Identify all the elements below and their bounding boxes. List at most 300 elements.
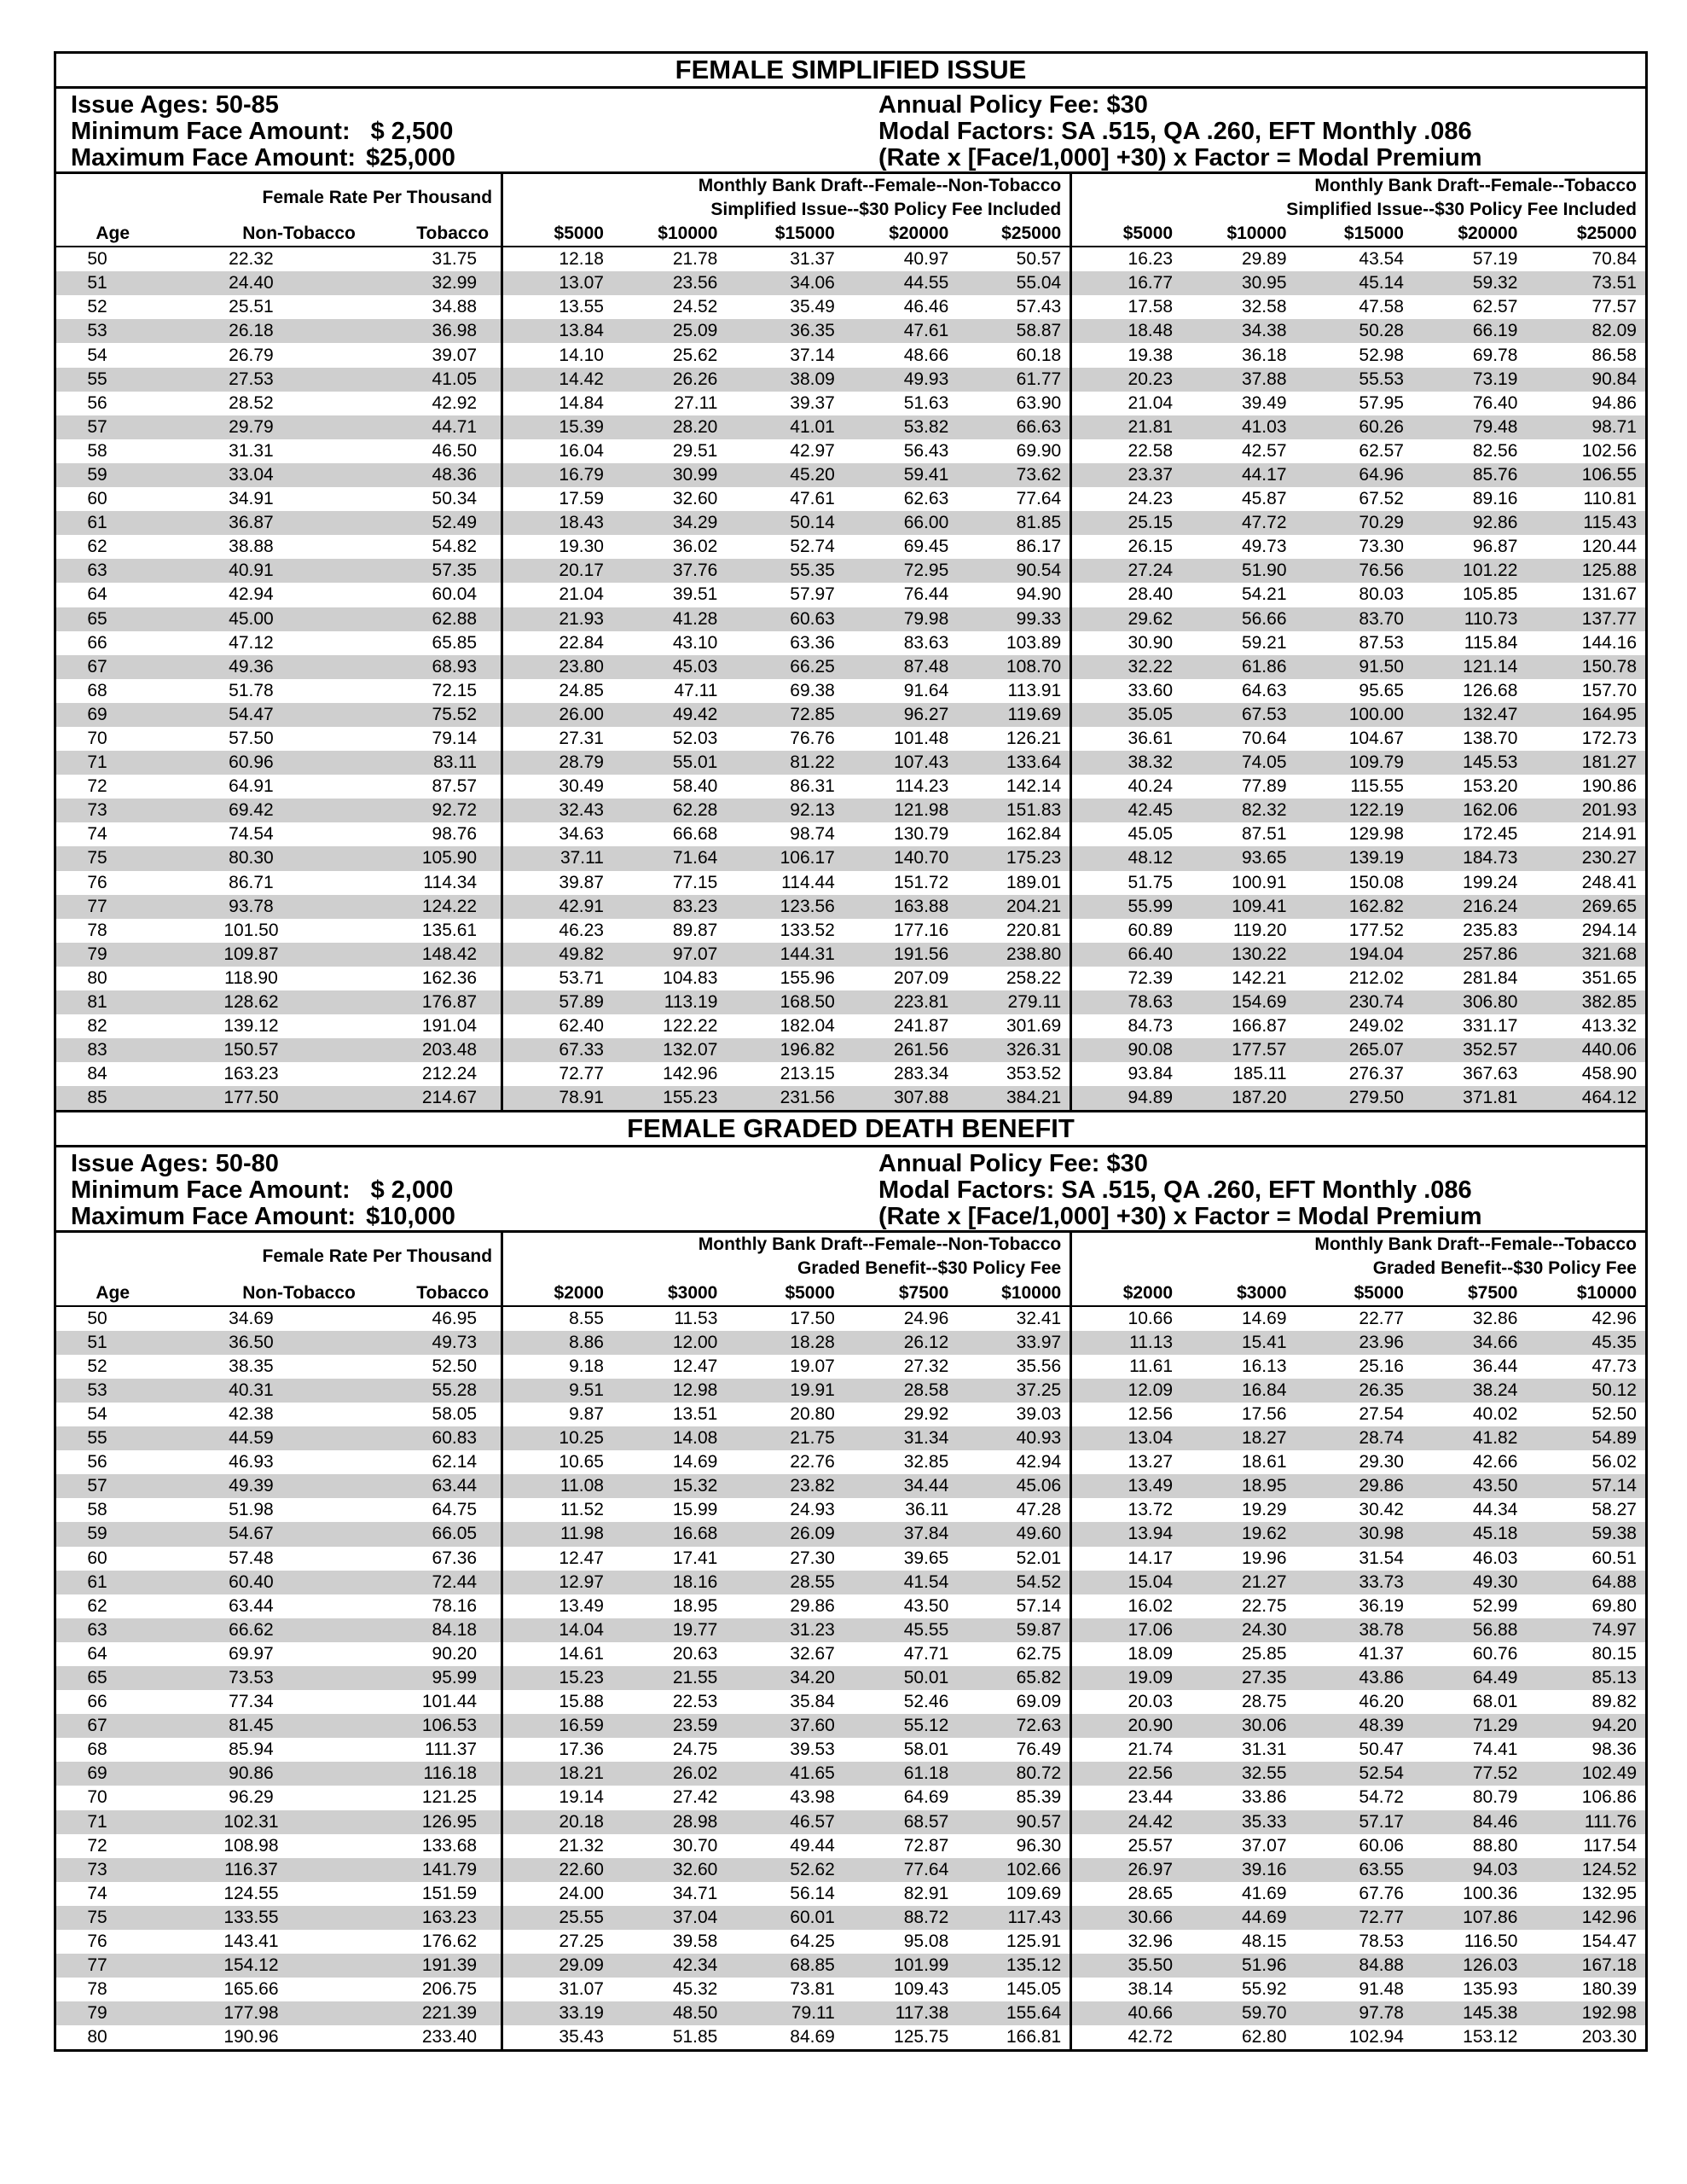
table-cell: 47.72: [1181, 511, 1295, 535]
rate-per-thousand-header: Female Rate Per Thousand: [262, 188, 493, 207]
table-cell: 230.74: [1296, 990, 1412, 1014]
table-cell: 24.75: [672, 1740, 718, 1760]
table-cell: 130.79: [894, 824, 949, 845]
table-cell: 27.25: [502, 1930, 612, 1954]
table-cell: 98.71: [1526, 415, 1645, 439]
table-cell: 142.14: [1006, 776, 1062, 797]
table-cell: 108.70: [957, 655, 1070, 679]
table-row: [56, 679, 1645, 703]
table-cell: 220.81: [1006, 920, 1062, 940]
table-cell: 120.44: [1581, 537, 1637, 557]
table-cell: 71: [56, 751, 138, 775]
table-cell: 76.56: [1296, 559, 1412, 583]
table-cell: 54.72: [1359, 1787, 1404, 1808]
table-cell: 57.14: [1016, 1595, 1062, 1616]
table-cell: 94.90: [1016, 584, 1062, 605]
table-cell: 94.03: [1412, 1858, 1526, 1882]
table-cell: 48.36: [364, 463, 502, 487]
table-cell: 25.15: [1071, 511, 1181, 535]
table-cell: 66.62: [138, 1618, 364, 1642]
table-cell: 12.18: [502, 247, 612, 271]
table-cell: 69.90: [1016, 440, 1062, 461]
table-cell: 13.07: [502, 271, 612, 295]
table-cell: 40.24: [1071, 775, 1181, 799]
table-cell: 44.34: [1472, 1500, 1518, 1520]
table-cell: 49.36: [138, 655, 364, 679]
table-cell: 42.38: [229, 1403, 274, 1424]
table-cell: 40.97: [903, 249, 949, 270]
table-cell: 133.55: [138, 1906, 364, 1930]
table-cell: 18.09: [1071, 1642, 1181, 1666]
table-cell: 44.55: [844, 271, 957, 295]
table-cell: 33.97: [957, 1331, 1070, 1355]
table-cell: 11.53: [674, 1308, 718, 1328]
table-cell: 90.57: [957, 1810, 1070, 1834]
table-cell: 49.44: [790, 1835, 835, 1856]
table-cell: 61: [56, 1571, 138, 1594]
table-cell: 101.22: [1412, 559, 1526, 583]
minimum-face-amount: [71, 119, 455, 145]
table-cell: 154.12: [138, 1954, 364, 1978]
table-cell: 53: [56, 319, 138, 343]
table-cell: 49.73: [364, 1331, 502, 1355]
table-cell: 213.15: [780, 1064, 835, 1084]
table-cell: 90.84: [1526, 368, 1645, 392]
table-cell: 167.18: [1526, 1954, 1645, 1978]
table-cell: 40.31: [138, 1379, 364, 1403]
table-cell: 23.37: [1071, 463, 1181, 487]
table-cell: 37.76: [612, 559, 726, 583]
table-cell: 39.03: [1016, 1403, 1062, 1424]
table-cell: 49.60: [957, 1522, 1070, 1546]
table-cell: 142.21: [1232, 967, 1287, 988]
table-cell: 201.93: [1526, 799, 1645, 822]
table-cell: 91.64: [903, 680, 949, 700]
table-cell: 114.44: [781, 872, 835, 892]
table-cell: 13.49: [502, 1594, 612, 1618]
table-cell: 62.57: [1472, 297, 1518, 317]
min-face-label: Minimum Face Amount:: [71, 118, 351, 145]
table-row: [56, 1062, 1645, 1086]
table-cell: 27.24: [1071, 559, 1181, 583]
table-cell: 108.98: [223, 1835, 279, 1856]
table-cell: 80: [87, 967, 107, 988]
table-cell: 64.69: [903, 1787, 949, 1808]
table-cell: 65.82: [957, 1666, 1070, 1690]
table-cell: 77.64: [1016, 489, 1062, 509]
table-cell: 35.49: [790, 297, 835, 317]
table-cell: 115.84: [1464, 632, 1518, 653]
table-cell: 111.76: [1526, 1810, 1645, 1834]
table-cell: 82.56: [1472, 440, 1518, 461]
table-cell: 163.23: [223, 1064, 279, 1084]
min-face-value: $ 2,000: [370, 1176, 454, 1205]
table-cell: 85: [56, 1086, 138, 1110]
table-cell: 109.43: [894, 1979, 949, 2000]
table-cell: 116.50: [1464, 1931, 1518, 1952]
table-cell: 64: [87, 1643, 107, 1664]
rate-table: [56, 1233, 1645, 2049]
table-cell: 15.04: [1071, 1571, 1181, 1594]
table-cell: 69: [56, 703, 138, 727]
table-cell: 18.95: [672, 1595, 718, 1616]
table-row: [56, 271, 1645, 295]
col-face-amount: $20000: [844, 222, 957, 247]
table-cell: 19.14: [502, 1786, 612, 1809]
table-cell: 29.92: [903, 1403, 949, 1424]
table-cell: 13.49: [1071, 1474, 1181, 1498]
table-cell: 154.69: [1181, 990, 1295, 1014]
table-cell: 126.68: [1463, 680, 1518, 700]
modal-factors: Modal Factors: SA .515, QA .260, EFT Monthly .086: [878, 1176, 1472, 1205]
table-cell: 80.30: [138, 846, 364, 870]
table-cell: 42.92: [432, 392, 478, 413]
table-cell: 16.79: [502, 463, 612, 487]
table-column-header: [56, 1281, 1645, 1305]
table-cell: 95.99: [364, 1666, 502, 1690]
policy-info: [56, 89, 1645, 174]
table-cell: 47.58: [1359, 297, 1404, 317]
table-cell: 165.66: [223, 1979, 279, 2000]
table-row: [56, 295, 1645, 319]
table-cell: 63.36: [790, 632, 835, 653]
table-cell: 132.07: [612, 1038, 726, 1062]
table-cell: 76.49: [1016, 1740, 1062, 1760]
table-cell: 164.95: [1526, 703, 1645, 727]
table-cell: 118.90: [224, 967, 278, 988]
table-cell: 145.05: [1006, 1979, 1062, 2000]
table-cell: 79: [56, 943, 138, 967]
table-cell: 55.35: [726, 559, 843, 583]
table-cell: 87.57: [432, 776, 478, 797]
table-cell: 55.12: [844, 1714, 957, 1738]
tobacco-header-line2: Simplified Issue--$30 Policy Fee Included: [1286, 200, 1637, 219]
table-cell: 32.43: [502, 799, 612, 822]
table-cell: 22.32: [229, 249, 274, 270]
table-cell: 46.50: [432, 440, 478, 461]
annual-policy-fee: Annual Policy Fee: $30: [878, 91, 1148, 119]
table-cell: 49.82: [502, 943, 612, 967]
table-cell: 106.86: [1581, 1787, 1637, 1808]
table-cell: 80.03: [1359, 584, 1404, 605]
table-cell: 52.62: [726, 1858, 843, 1882]
table-cell: 57.50: [229, 729, 274, 749]
table-cell: 12.97: [502, 1571, 612, 1594]
table-cell: 12.00: [612, 1331, 726, 1355]
table-cell: 72.85: [726, 703, 843, 727]
table-cell: 64.63: [1241, 680, 1287, 700]
table-cell: 68.01: [1472, 1692, 1518, 1712]
table-cell: 16.84: [1181, 1379, 1295, 1403]
table-cell: 56.88: [1412, 1618, 1526, 1642]
table-cell: 38.09: [726, 368, 843, 392]
table-cell: 56.02: [1591, 1452, 1637, 1472]
table-cell: 32.60: [672, 489, 718, 509]
table-cell: 54.67: [138, 1522, 364, 1546]
table-cell: 56: [87, 1452, 107, 1472]
table-row: [56, 1714, 1645, 1738]
table-cell: 76: [87, 872, 107, 892]
table-cell: 94.89: [1071, 1086, 1181, 1110]
table-cell: 58: [87, 1500, 107, 1520]
table-cell: 42.34: [612, 1954, 726, 1978]
table-cell: 31.31: [229, 440, 274, 461]
table-cell: 72: [87, 776, 107, 797]
table-cell: 55.01: [612, 751, 726, 775]
table-cell: 125.88: [1526, 559, 1645, 583]
policy-limits: [71, 92, 455, 171]
col-tobacco: Tobacco: [364, 1281, 502, 1305]
table-cell: 42.91: [502, 895, 612, 919]
table-cell: 49.39: [138, 1474, 364, 1498]
table-cell: 85.94: [229, 1740, 274, 1760]
table-cell: 109.79: [1296, 751, 1412, 775]
table-cell: 11.52: [502, 1498, 612, 1522]
table-cell: 51.96: [1181, 1954, 1295, 1978]
table-cell: 85.13: [1526, 1666, 1645, 1690]
table-cell: 69: [56, 1762, 138, 1786]
table-row: [56, 775, 1645, 799]
table-cell: 241.87: [894, 1016, 949, 1037]
rate-sheet: [54, 51, 1648, 2052]
table-cell: 172.45: [1463, 824, 1518, 845]
table-cell: 382.85: [1526, 990, 1645, 1014]
table-cell: 221.39: [364, 2001, 502, 2025]
table-cell: 185.11: [1232, 1064, 1287, 1084]
table-row: [56, 1306, 1645, 1331]
table-cell: 8.55: [502, 1306, 612, 1331]
table-cell: 45.55: [844, 1618, 957, 1642]
table-cell: 106.53: [364, 1714, 502, 1738]
table-cell: 30.42: [1359, 1500, 1404, 1520]
table-cell: 67: [56, 1714, 138, 1738]
table-cell: 37.25: [957, 1379, 1070, 1403]
table-cell: 40.66: [1071, 2001, 1181, 2025]
table-cell: 60.18: [1016, 345, 1062, 365]
table-cell: 67.36: [432, 1548, 478, 1568]
table-cell: 50.01: [844, 1666, 957, 1690]
table-cell: 353.52: [1006, 1064, 1062, 1084]
table-cell: 78.63: [1071, 990, 1181, 1014]
table-cell: 187.20: [1181, 1086, 1295, 1110]
table-cell: 24.85: [502, 679, 612, 703]
table-cell: 35.56: [1016, 1356, 1062, 1376]
table-cell: 124.52: [1526, 1858, 1645, 1882]
table-cell: 32.22: [1071, 655, 1181, 679]
table-cell: 34.63: [502, 822, 612, 846]
policy-limits: [71, 1151, 455, 1230]
table-cell: 95.65: [1359, 680, 1404, 700]
table-cell: 123.56: [726, 895, 843, 919]
col-face-amount: $5000: [1071, 222, 1181, 247]
table-cell: 34.88: [432, 297, 478, 317]
table-cell: 32.60: [612, 1858, 726, 1882]
table-cell: 283.34: [894, 1064, 949, 1084]
table-cell: 54: [87, 1403, 107, 1424]
table-cell: 62.75: [1016, 1643, 1062, 1664]
table-cell: 26.00: [502, 703, 612, 727]
table-cell: 57.19: [1472, 249, 1518, 270]
table-cell: 47.12: [229, 632, 274, 653]
table-cell: 52.74: [790, 537, 835, 557]
table-cell: 124.22: [364, 895, 502, 919]
table-cell: 83.23: [612, 895, 726, 919]
table-cell: 10.66: [1071, 1306, 1181, 1331]
table-column-header: [56, 222, 1645, 247]
table-cell: 104.67: [1348, 729, 1404, 749]
table-cell: 67.33: [502, 1038, 612, 1062]
table-cell: 89.82: [1591, 1692, 1637, 1712]
table-cell: 84.73: [1071, 1014, 1181, 1038]
table-cell: 50.47: [1359, 1740, 1404, 1760]
table-cell: 46.20: [1359, 1692, 1404, 1712]
table-cell: 81.85: [957, 511, 1070, 535]
table-cell: 20.80: [790, 1403, 835, 1424]
table-row: [56, 1954, 1645, 1978]
table-cell: 182.04: [780, 1016, 835, 1037]
table-cell: 24.00: [502, 1882, 612, 1906]
table-cell: 36.44: [1472, 1356, 1518, 1376]
table-cell: 70: [87, 729, 107, 749]
table-cell: 34.38: [1181, 319, 1295, 343]
table-row: [56, 1426, 1645, 1450]
policy-fees: [878, 1151, 1482, 1230]
table-cell: 39.37: [790, 392, 835, 413]
table-cell: 27.11: [674, 392, 718, 413]
table-cell: 125.75: [894, 2027, 949, 2048]
table-cell: 143.41: [223, 1931, 279, 1952]
table-cell: 62: [87, 537, 107, 557]
table-cell: 321.68: [1526, 943, 1645, 967]
table-cell: 13.04: [1071, 1426, 1181, 1450]
table-cell: 66.25: [726, 655, 843, 679]
table-cell: 41.82: [1412, 1426, 1526, 1450]
max-face-label: Maximum Face Amount:: [71, 144, 357, 171]
table-row: [56, 631, 1645, 655]
col-face-amount: $15000: [726, 222, 843, 247]
table-cell: 60: [87, 489, 107, 509]
table-cell: 64: [87, 584, 107, 605]
table-cell: 32.58: [1241, 297, 1287, 317]
table-cell: 137.77: [1526, 607, 1645, 631]
table-cell: 57: [56, 415, 138, 439]
table-cell: 69.42: [138, 799, 364, 822]
table-cell: 60.40: [138, 1571, 364, 1594]
col-face-amount: $2000: [502, 1281, 612, 1305]
table-cell: 19.09: [1071, 1666, 1181, 1690]
table-cell: 105.90: [364, 846, 502, 870]
table-cell: 42.57: [1241, 440, 1287, 461]
tobacco-header-line1: Monthly Bank Draft--Female--Tobacco: [1314, 176, 1637, 195]
table-cell: 52.46: [903, 1692, 949, 1712]
table-cell: 62.63: [903, 489, 949, 509]
table-cell: 46.46: [903, 297, 949, 317]
table-cell: 117.43: [957, 1906, 1070, 1930]
table-cell: 68: [87, 680, 107, 700]
table-cell: 96.30: [1016, 1835, 1062, 1856]
table-cell: 57.95: [1359, 392, 1404, 413]
table-cell: 92.86: [1412, 511, 1526, 535]
annual-policy-fee: Annual Policy Fee: $30: [878, 1150, 1148, 1178]
table-cell: 190.86: [1581, 776, 1637, 797]
table-cell: 73.62: [957, 463, 1070, 487]
table-cell: 249.02: [1348, 1016, 1404, 1037]
table-cell: 52: [87, 297, 107, 317]
table-cell: 124.55: [223, 1883, 279, 1903]
table-cell: 47.28: [1016, 1500, 1062, 1520]
table-cell: 83.70: [1296, 607, 1412, 631]
table-cell: 16.59: [502, 1714, 612, 1738]
table-cell: 86.31: [790, 776, 835, 797]
table-cell: 153.12: [1463, 2027, 1518, 2048]
table-cell: 71.64: [612, 846, 726, 870]
table-cell: 189.01: [1006, 872, 1062, 892]
table-cell: 42.94: [1016, 1452, 1062, 1472]
table-cell: 51.98: [229, 1500, 274, 1520]
table-cell: 155.96: [780, 967, 835, 988]
table-cell: 13.94: [1071, 1522, 1181, 1546]
table-cell: 86.71: [229, 872, 274, 892]
table-row: [56, 1666, 1645, 1690]
table-cell: 119.20: [1232, 920, 1287, 940]
table-cell: 79.11: [726, 2001, 843, 2025]
table-cell: 306.80: [1412, 990, 1526, 1014]
table-cell: 96.27: [844, 703, 957, 727]
tobacco-monthly-header: [1071, 174, 1645, 222]
table-cell: 31.34: [844, 1426, 957, 1450]
table-cell: 129.98: [1348, 824, 1404, 845]
table-cell: 31.37: [790, 249, 835, 270]
maximum-face-amount: [71, 145, 455, 171]
table-cell: 265.07: [1296, 1038, 1412, 1062]
table-cell: 65.85: [432, 632, 478, 653]
table-cell: 41.65: [726, 1762, 843, 1786]
table-row: [56, 751, 1645, 775]
table-cell: 106.55: [1526, 463, 1645, 487]
table-cell: 66.19: [1412, 319, 1526, 343]
table-cell: 162.84: [1006, 824, 1062, 845]
table-cell: 102.66: [957, 1858, 1070, 1882]
table-cell: 24.42: [1071, 1810, 1181, 1834]
table-cell: 61.77: [957, 368, 1070, 392]
modal-factors: Modal Factors: SA .515, QA .260, EFT Monthly .086: [878, 118, 1472, 145]
table-cell: 22.76: [790, 1452, 835, 1472]
table-cell: 45.05: [1071, 822, 1181, 846]
table-cell: 261.56: [844, 1038, 957, 1062]
table-cell: 19.38: [1071, 343, 1181, 367]
table-cell: 47.61: [790, 489, 835, 509]
table-cell: 36.18: [1241, 345, 1287, 365]
table-row: [56, 1978, 1645, 2001]
table-cell: 36.98: [364, 319, 502, 343]
table-cell: 22.75: [1241, 1595, 1287, 1616]
table-cell: 49.73: [1241, 537, 1287, 557]
table-cell: 230.27: [1526, 846, 1645, 870]
table-cell: 128.62: [138, 990, 364, 1014]
table-cell: 33.73: [1296, 1571, 1412, 1594]
table-cell: 16.68: [612, 1522, 726, 1546]
table-cell: 84.18: [364, 1618, 502, 1642]
table-cell: 27.30: [790, 1548, 835, 1568]
table-cell: 22.58: [1071, 439, 1181, 463]
table-cell: 43.50: [903, 1595, 949, 1616]
table-cell: 79: [56, 2001, 138, 2025]
table-row: [56, 463, 1645, 487]
table-cell: 44.71: [364, 415, 502, 439]
non-tobacco-header-line2: Simplified Issue--$30 Policy Fee Included: [710, 200, 1062, 219]
table-cell: 42.66: [1472, 1452, 1518, 1472]
table-cell: 26.09: [726, 1522, 843, 1546]
